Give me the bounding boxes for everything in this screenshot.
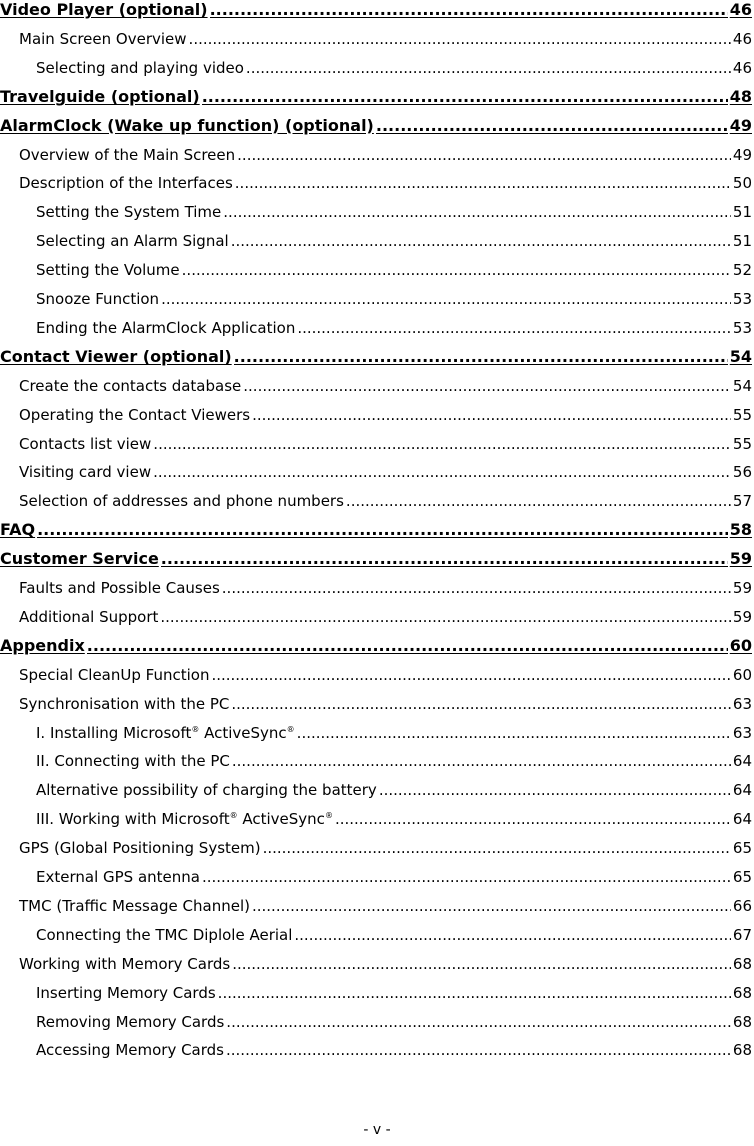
toc-entry-title: Alternative possibility of charging the battery — [36, 781, 377, 800]
toc-entry-page: 68 — [732, 1041, 752, 1060]
toc-entry-page: 60 — [729, 635, 752, 655]
toc-dot-leader — [232, 954, 731, 973]
toc-dot-leader — [160, 607, 731, 626]
toc-entry-title: Appendix — [0, 635, 85, 655]
toc-chapter-entry[interactable] — [0, 515, 752, 539]
toc-entry-title: Special CleanUp Function — [19, 665, 210, 684]
toc-dot-leader — [263, 838, 731, 857]
toc-entry-title: Overview of the Main Screen — [19, 145, 236, 164]
toc-dot-leader — [231, 694, 731, 713]
toc-entry-page: 55 — [732, 405, 752, 424]
toc-entry-page: 54 — [729, 346, 752, 366]
toc-dot-leader — [223, 202, 731, 221]
toc-section-entry[interactable] — [0, 833, 752, 857]
toc-entry-page: 65 — [732, 868, 752, 886]
toc-section-entry[interactable] — [0, 371, 752, 395]
toc-section-entry[interactable] — [0, 400, 752, 424]
toc-entry-title: I. Installing Microsoft® ActiveSync® — [36, 723, 295, 742]
toc-section-entry[interactable] — [0, 255, 752, 279]
toc-section-entry[interactable] — [0, 978, 752, 1002]
toc-entry-page: 46 — [732, 58, 752, 77]
toc-entry-page: 65 — [732, 839, 752, 858]
toc-dot-leader — [226, 1040, 731, 1059]
toc-entry-title: Removing Memory Cards — [36, 1012, 225, 1031]
toc-dot-leader — [243, 376, 731, 395]
toc-entry-page: 60 — [732, 665, 752, 684]
toc-section-entry[interactable] — [0, 862, 752, 886]
toc-entry-page: 53 — [732, 290, 752, 308]
toc-section-entry[interactable] — [0, 140, 752, 164]
toc-entry-page: 46 — [729, 0, 752, 19]
toc-entry-title: Contacts list view — [19, 434, 152, 453]
toc-chapter-entry[interactable] — [0, 342, 752, 366]
toc-section-entry[interactable] — [0, 891, 752, 915]
toc-entry-title: Selecting and playing video — [36, 58, 244, 77]
toc-chapter-entry[interactable] — [0, 0, 752, 19]
toc-entry-title: Working with Memory Cards — [19, 954, 231, 973]
toc-dot-leader — [218, 983, 731, 1002]
toc-entry-title: Inserting Memory Cards — [36, 983, 216, 1002]
toc-section-entry[interactable] — [0, 573, 752, 597]
toc-section-entry[interactable] — [0, 660, 752, 684]
toc-dot-leader — [87, 635, 728, 655]
toc-entry-title: Accessing Memory Cards — [36, 1041, 224, 1060]
toc-section-entry[interactable] — [0, 429, 752, 453]
toc-chapter-entry[interactable] — [0, 82, 752, 106]
toc-dot-leader — [153, 434, 731, 453]
toc-entry-page: 64 — [732, 810, 752, 829]
toc-entry-page: 57 — [732, 492, 752, 511]
toc-section-entry[interactable] — [0, 313, 752, 337]
toc-entry-title: Customer Service — [0, 549, 159, 569]
toc-entry-page: 59 — [732, 607, 752, 626]
toc-chapter-entry[interactable] — [0, 631, 752, 655]
toc-entry-page: 52 — [732, 261, 752, 280]
toc-section-entry[interactable] — [0, 804, 752, 828]
page-number-footer: - v - — [363, 1122, 391, 1138]
toc-entry-title: FAQ — [0, 520, 36, 540]
toc-entry-page: 48 — [729, 86, 752, 106]
toc-entry-page: 63 — [732, 694, 752, 713]
toc-entry-page: 49 — [729, 115, 752, 135]
toc-dot-leader — [346, 491, 731, 510]
toc-entry-title: Selecting an Alarm Signal — [36, 232, 229, 251]
toc-section-entry[interactable] — [0, 24, 752, 48]
toc-entry-title: Additional Support — [19, 607, 159, 626]
toc-entry-page: 66 — [732, 896, 752, 915]
toc-dot-leader — [235, 173, 731, 192]
toc-dot-leader — [294, 925, 731, 944]
toc-entry-page: 55 — [732, 434, 752, 453]
toc-entry-title: Main Screen Overview — [19, 29, 187, 48]
toc-entry-title: Setting the System Time — [36, 203, 222, 222]
toc-dot-leader — [335, 809, 731, 828]
toc-entry-title: Ending the AlarmClock Application — [36, 318, 296, 337]
toc-entry-page: 50 — [732, 174, 752, 193]
toc-entry-page: 56 — [732, 463, 752, 482]
toc-entry-title: Create the contacts database — [19, 376, 242, 395]
toc-section-entry[interactable] — [0, 486, 752, 510]
toc-entry-page: 46 — [732, 29, 752, 48]
toc-section-entry[interactable] — [0, 602, 752, 626]
toc-dot-leader — [252, 405, 731, 424]
toc-dot-leader — [246, 58, 731, 77]
toc-dot-leader — [182, 260, 731, 279]
toc-entry-page: 51 — [732, 203, 752, 222]
toc-section-entry[interactable] — [0, 920, 752, 944]
toc-entry-title: Setting the Volume — [36, 261, 180, 280]
toc-entry-page: 67 — [732, 925, 752, 944]
toc-entry-title: TMC (Traffic Message Channel) — [19, 896, 250, 915]
toc-entry-title: Video Player (optional) — [0, 0, 208, 19]
toc-entry-page: 59 — [729, 549, 752, 569]
toc-section-entry[interactable] — [0, 168, 752, 192]
toc-entry-title: Contact Viewer (optional) — [0, 346, 232, 366]
toc-entry-title: Faults and Possible Causes — [19, 579, 220, 597]
toc-entry-page: 49 — [732, 145, 752, 164]
toc-entry-page: 51 — [732, 232, 752, 251]
toc-entry-page: 68 — [732, 954, 752, 973]
toc-section-entry[interactable] — [0, 284, 752, 308]
toc-dot-leader — [37, 519, 728, 539]
toc-entry-page: 54 — [732, 376, 752, 395]
toc-section-entry[interactable] — [0, 226, 752, 250]
toc-entry-page: 64 — [732, 752, 752, 771]
toc-dot-leader — [210, 0, 728, 19]
toc-dot-leader — [161, 548, 728, 568]
toc-section-entry[interactable] — [0, 746, 752, 770]
toc-entry-title: Snooze Function — [36, 290, 160, 308]
toc-entry-title: Description of the Interfaces — [19, 174, 233, 193]
toc-dot-leader — [231, 231, 731, 250]
toc-entry-title: Visiting card view — [19, 463, 152, 482]
toc-entry-page: 64 — [732, 781, 752, 800]
toc-entry-page: 59 — [732, 579, 752, 597]
toc-dot-leader — [222, 578, 731, 597]
toc-section-entry[interactable] — [0, 949, 752, 973]
toc-chapter-entry[interactable] — [0, 111, 752, 135]
toc-entry-page: 68 — [732, 983, 752, 1002]
toc-section-entry[interactable] — [0, 718, 752, 742]
toc-section-entry[interactable] — [0, 53, 752, 77]
toc-dot-leader — [153, 462, 731, 481]
toc-dot-leader — [297, 723, 731, 742]
toc-dot-leader — [297, 318, 731, 337]
toc-entry-title: Connecting the TMC Diplole Aerial — [36, 925, 293, 944]
toc-entry-title: Operating the Contact Viewers — [19, 405, 251, 424]
toc-entry-title: II. Connecting with the PC — [36, 752, 230, 771]
toc-entry-title: AlarmClock (Wake up function) (optional) — [0, 115, 374, 135]
toc-entry-page: 63 — [732, 723, 752, 742]
toc-dot-leader — [189, 29, 731, 48]
toc-dot-leader — [232, 751, 731, 770]
toc-entry-title: Synchronisation with the PC — [19, 694, 230, 713]
toc-section-entry[interactable] — [0, 1035, 752, 1059]
toc-section-entry[interactable] — [0, 775, 752, 799]
toc-dot-leader — [376, 115, 728, 135]
toc-entry-page: 68 — [732, 1012, 752, 1031]
toc-entry-page: 58 — [729, 520, 752, 540]
toc-entry-title: Travelguide (optional) — [0, 86, 200, 106]
toc-dot-leader — [202, 867, 731, 886]
toc-section-entry[interactable] — [0, 197, 752, 221]
toc-dot-leader — [226, 1012, 731, 1031]
toc-chapter-entry[interactable] — [0, 544, 752, 568]
toc-entry-page: 53 — [732, 318, 752, 337]
toc-section-entry[interactable] — [0, 689, 752, 713]
toc-section-entry[interactable] — [0, 457, 752, 481]
toc-dot-leader — [237, 145, 731, 164]
toc-entry-title: Selection of addresses and phone numbers — [19, 492, 344, 511]
toc-entry-title: External GPS antenna — [36, 868, 200, 886]
toc-dot-leader — [161, 289, 731, 308]
toc-entry-title: GPS (Global Positioning System) — [19, 839, 261, 858]
toc-dot-leader — [234, 346, 728, 366]
toc-section-entry[interactable] — [0, 1007, 752, 1031]
toc-dot-leader — [252, 896, 731, 915]
toc-entry-title: III. Working with Microsoft® ActiveSync® — [36, 810, 333, 829]
toc-dot-leader — [211, 665, 730, 684]
toc-dot-leader — [379, 780, 731, 799]
toc-dot-leader — [202, 86, 728, 106]
